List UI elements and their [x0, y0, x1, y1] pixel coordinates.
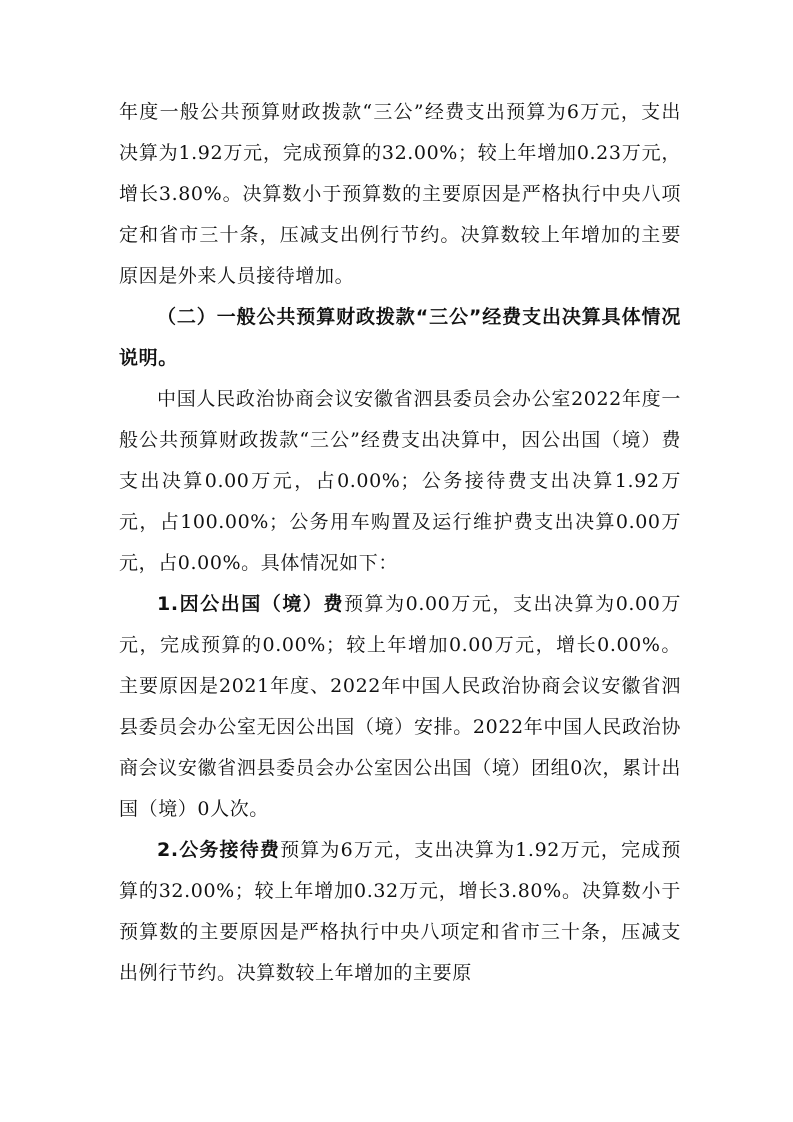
item-2-body: 预算为6万元，支出决算为1.92万元，完成预算的32.00%；较上年增加0.32万元，增长3.80%。决算数小于预算数的主要原因是严格执行中央八项定和省市三十条，压减支出例行节约。决算数较上年增加的主要原 [119, 839, 681, 984]
document-body [119, 92, 681, 994]
item-2-lead: 2.公务接待费 [157, 839, 281, 861]
paragraph-expense-breakdown: 中国人民政治协商会议安徽省泗县委员会办公室2022年度一般公共预算财政拨款“三公”经费支出决算中，因公出国（境）费支出决算0.00万元，占0.00%；公务接待费支出决算1.92万元，占100.00%；公务用车购置及运行维护费支出决算0.00万元，占0.00%。具体情况如下： [119, 388, 681, 574]
section-heading-2: （二）一般公共预算财政拨款“三公”经费支出决算具体情况说明。 [119, 306, 681, 369]
paragraph-overseas-travel [119, 584, 681, 830]
item-1-body: 预算为0.00万元，支出决算为0.00万元，完成预算的0.00%；较上年增加0.00万元，增长0.00%。主要原因是2021年度、2022年中国人民政治协商会议安徽省泗县委员会办公室无因公出国（境）安排。2022年中国人民政治协商会议安徽省泗县委员会办公室因公出国（境）团组0次，累计出国（境）0人次。 [119, 593, 681, 820]
paragraph-reception [119, 830, 681, 994]
paragraph-budget-summary: 年度一般公共预算财政拨款“三公”经费支出预算为6万元，支出决算为1.92万元，完成预算的32.00%；较上年增加0.23万元，增长3.80%。决算数小于预算数的主要原因是严格执行中央八项定和省市三十条，压减支出例行节约。决算数较上年增加的主要原因是外来人员接待增加。 [119, 101, 681, 287]
item-1-lead: 1.因公出国（境）费 [157, 593, 344, 615]
